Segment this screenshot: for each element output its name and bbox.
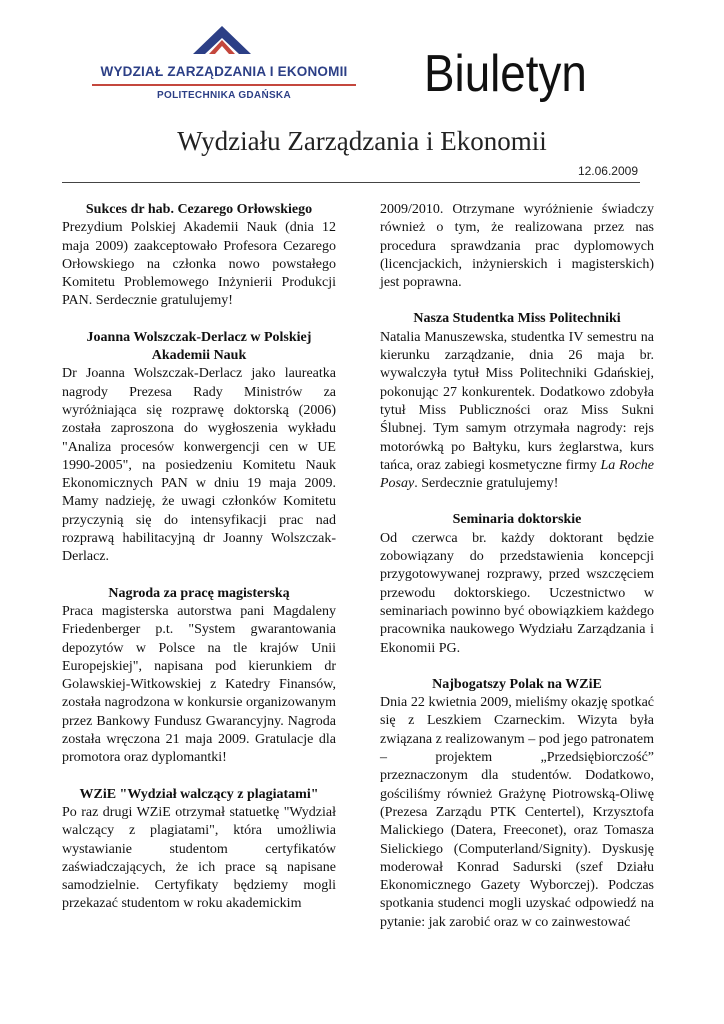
right-column: [380, 201, 654, 932]
article-body: Dnia 22 kwietnia 2009, mieliśmy okazję spotkać się z Leszkiem Czarneckim. Wizyta była związana z realizowanym – pod jego patronatem – projektem „Przedsiębiorczość” przeznaczonym dla studentów. Dodatkowo, gościliśmy również Grażynę Piotrowską-Oliwę (Prezesa Zarządu PTK Centertel), Krzysztofa Malickiego (Datera, Freeconet), oraz Tomasza Sielickiego (Computerland/Signity). Dyskusję moderował Konrad Sadurski (szef Działu Ekonomicznego Gazety Wyborczej). Podczas spotkania studenci mogli uzyskać odpowiedź na pytanie: jak zarobić oraz w co zainwestować: [380, 695, 654, 930]
logo-faculty-name: WYDZIAŁ ZARZĄDZANIA I EKONOMII: [100, 64, 348, 79]
article-body: Od czerwca br. każdy doktorant będzie zobowiązany do przedstawienia koncepcji przygotowywanej rozprawy, przed wszczęciem przewodu doktorskiego. Uczestnictwo w seminariach powinno być obowiązkiem każdego pracownika naukowego Wydziału Zarządzania i Ekonomii PG.: [380, 530, 654, 656]
article-title: Joanna Wolszczak-Derlacz w Polskiej Akademii Nauk: [86, 329, 312, 364]
article-body-text: . Serdecznie gratulujemy!: [414, 476, 559, 492]
logo-emblem-icon: [191, 24, 253, 64]
logo-divider: [92, 84, 356, 86]
article-body: Dr Joanna Wolszczak-Derlacz jako laureatka nagrody Prezesa Rady Ministrów za wyróżniająca się rozprawę doktorską (2006) została zaproszona do wygłoszenia wykładu "Analiza procesów konwergencji cen w UE 1990-2005", na posiedzeniu Komitetu Nauk Ekonomicznych PAN w dniu 19 maja 2009. Mamy nadzieję, że uwagi członków Komitetu przyczynią się do intensyfikacji prac nad rozprawą habilitacyjną dr Joanny Wolszczak-Derlacz.: [62, 366, 336, 565]
header-rule: [62, 182, 640, 183]
article-body: Po raz drugi WZiE otrzymał statuetkę "Wydział walczący z plagiatami", która umożliwia wystawianie studentom certyfikatów zaświadczających, że ich prace są napisane samodzielnie. Certyfikaty będziemy mogli przekazać studentom w roku akademickim: [62, 804, 336, 912]
article-body-text: Natalia Manuszewska, studentka IV semestru na kierunku zarządzanie, dnia 26 maja br. wywalczyła tytuł Miss Politechniki Gdańskiej, pokonując 27 konkurentek. Dodatkowo zdobyła tytuł Miss Publiczności oraz Miss Sukni Ślubnej. Tym samym otrzymała nagrody: rejs motorówką po Bałtyku, kurs żeglarstwa, kurs tańca, oraz zabiegi kosmetyczne firmy: [380, 329, 654, 473]
article-body: Praca magisterska autorstwa pani Magdaleny Friedenberger p.t. "System gwarantowania depozytów w Polsce na tle krajów Unii Europejskiej", napisana pod kierunkiem dr Golawskiej-Witkowskiej z Katedry Finansów, została nagrodzona w konkursie organizowanym przez Bankowy Fundusz Gwarancyjny. Nagroda została wręczona 21 maja 2009. Gratulacje dla promotora oraz dyplomantki!: [62, 603, 336, 766]
left-column: [62, 201, 336, 914]
brand-name: La Roche Posay: [380, 457, 654, 492]
article-body-continued: 2009/2010. Otrzymane wyróżnienie świadczy również o tym, że realizowana przez nas procedura sprawdzania prac dyplomowych (licencjackich, inżynierskich i magisterskich) jest poprawna.: [380, 202, 654, 291]
article-title: Seminaria doktorskie: [452, 512, 582, 528]
article-title: WZiE "Wydział walczący z plagiatami": [79, 786, 319, 802]
masthead-subtitle: Wydziału Zarządzania i Ekonomii: [177, 126, 547, 156]
issue-date: 12.06.2009: [577, 164, 638, 178]
article-body: [380, 329, 654, 494]
article-title: Nasza Studentka Miss Politechniki: [413, 311, 621, 327]
masthead-title: Biuletyn: [424, 45, 587, 103]
article-body: Prezydium Polskiej Akademii Nauk (dnia 12 maja 2009) zaakceptowało Profesora Cezarego Orłowskiego na członka nowo powstałego Komitetu Problemowego Inżynierii Produkcji PAN. Serdecznie gratulujemy!: [62, 220, 336, 309]
logo-university-name: POLITECHNIKA GDAŃSKA: [157, 90, 291, 101]
article-title: Najbogatszy Polak na WZiE: [432, 676, 602, 692]
article-title: Nagroda za pracę magisterską: [108, 585, 290, 601]
article-title: Sukces dr hab. Cezarego Orłowskiego: [85, 202, 313, 217]
faculty-logo: [88, 24, 360, 104]
